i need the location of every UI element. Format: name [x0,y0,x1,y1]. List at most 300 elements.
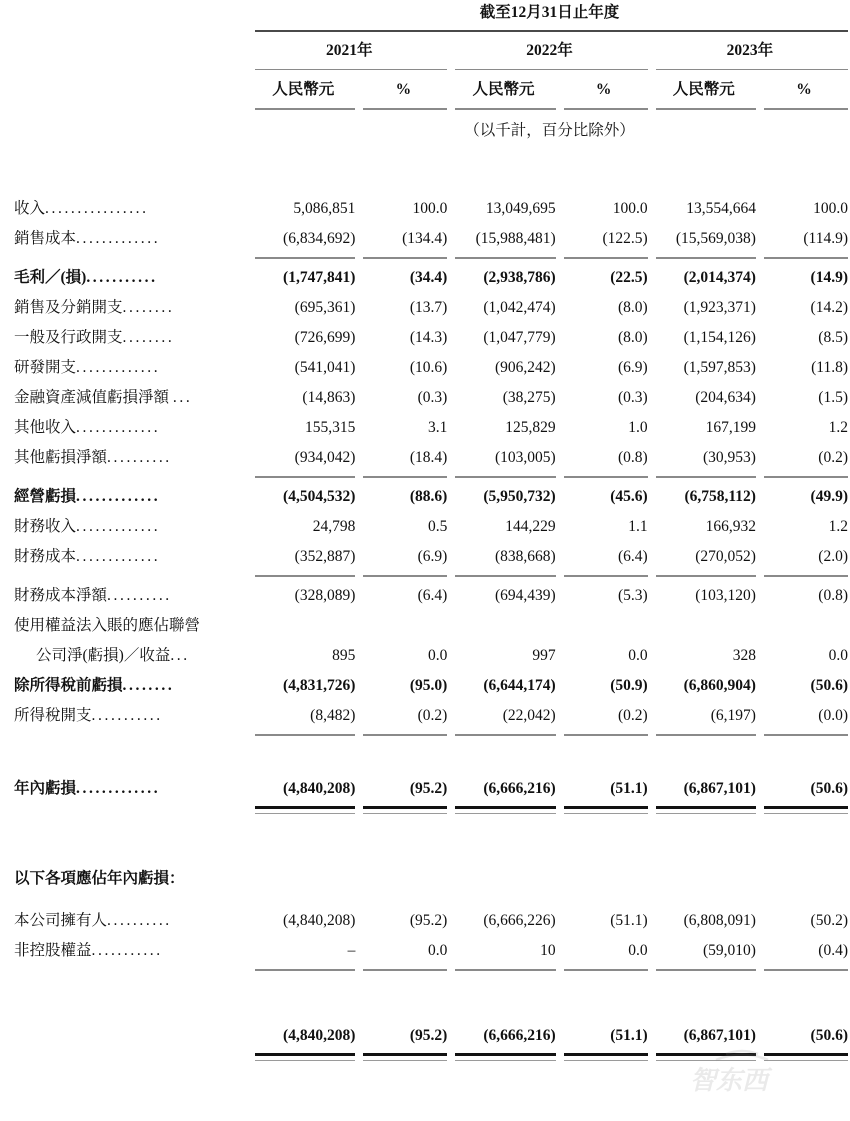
cell-attributable-total-pct2023: (50.6) [810,1027,848,1044]
cell-loss-before-tax-cny2021: (4,831,726) [283,677,356,694]
row-label-finance-costs [14,542,249,572]
rule-pct2022 [558,473,650,482]
cell-nci-cny2022: 10 [540,942,556,959]
cell-gross-profit-cny2021: (1,747,841) [283,269,356,286]
cell-other-income-pct2021: 3.1 [427,419,448,436]
rule-spacer [14,254,249,263]
rule-pct2021 [357,966,449,975]
cell-loss-for-year-cny2022: (6,666,216) [483,780,556,797]
table-row [14,641,850,671]
rule-cny2021 [249,731,357,740]
rule-pct2021 [357,731,449,740]
unit-header-pct-2023: % [796,81,812,98]
unit-rule-row [14,105,850,114]
cell-other-income-cny2022: 125,829 [505,419,556,436]
rule-cny2023 [650,473,758,482]
unit-rule-spacer [14,105,249,114]
units-note: （以千計，百分比除外） [464,122,635,139]
table-row [14,323,850,353]
cell-cost-of-sales-pct2023: (114.9) [803,230,848,247]
cell-finance-income-pct2022: 1.1 [628,518,648,535]
cell-gross-profit-pct2021: (34.4) [409,269,448,286]
table-row [14,864,850,894]
rule-cny2023 [650,966,758,975]
cell-finance-costs-pct2022: (6.4) [617,548,648,565]
rule-cny2023 [650,254,758,263]
gap [14,740,850,774]
cell-loss-for-year-pct2021: (95.2) [409,780,448,797]
dot-leader: ........ [122,329,175,346]
cell-attributable-total-cny2022: (6,666,216) [483,1027,556,1044]
cell-loss-before-tax-pct2021: (95.0) [409,677,448,694]
table-row [14,293,850,323]
label-text: 除所得稅前虧損 [14,677,123,694]
unit-header-cny-2021: 人民幣元 [272,81,335,98]
label-text: 使用權益法入賬的應佔聯營 [14,617,201,634]
unit-rule-pct-2022 [558,105,650,114]
table-row [14,774,850,804]
dot-leader: ........... [86,269,158,286]
table-row [14,611,850,641]
cell-cost-of-sales-cny2021: (6,834,692) [283,230,356,247]
row-label-finance-net [14,581,249,611]
row-label-associates-line2 [14,641,249,671]
dot-leader: ... [172,389,193,406]
cell-cost-of-sales-pct2022: (122.5) [602,230,648,247]
cell-loss-before-tax-pct2023: (50.6) [810,677,848,694]
cell-other-income-pct2022: 1.0 [628,419,648,436]
cell-revenue-pct2021: 100.0 [412,200,448,217]
gap [14,818,850,864]
year-rule-spacer [14,66,249,75]
unit-spacer [14,75,249,105]
cell-other-losses-cny2022: (103,005) [494,449,556,466]
rule-spacer [14,731,249,740]
dot-leader: ........... [91,942,163,959]
cell-income-tax-pct2023: (0.0) [818,707,848,724]
cell-finance-costs-pct2021: (6.9) [417,548,448,565]
cell-cost-of-sales-cny2023: (15,569,038) [675,230,756,247]
cell-loss-for-year-cny2023: (6,867,101) [683,780,756,797]
rule-pct2022 [558,254,650,263]
cell-selling-exp-cny2023: (1,923,371) [683,299,756,316]
cell-associates-pct2023: 0.0 [828,647,848,664]
cell-rnd-exp-cny2022: (906,242) [494,359,556,376]
year-header-2021: 2021年 [325,42,373,59]
row-label-other-income [14,413,249,443]
subtotal-rule-row [14,473,850,482]
double-rule-pct2022 [558,804,650,818]
dot-leader: ... [170,647,190,664]
cell-attributable-total-pct2021: (95.2) [409,1027,448,1044]
rule-pct2021 [357,572,449,581]
cell-income-tax-cny2021: (8,482) [310,707,356,724]
cell-finance-net-pct2023: (0.8) [818,587,848,604]
double-rule-pct2022 [558,1051,650,1065]
cell-finance-net-cny2023: (103,120) [695,587,756,604]
row-label-admin-expenses [14,323,249,353]
year-spacer [14,36,249,66]
label-text: 財務收入 [14,518,77,535]
table-row [14,1021,850,1051]
pre-total-gap [14,740,850,774]
dot-leader: .......... [107,449,172,466]
rule-cny2021 [249,254,357,263]
unit-rule-pct-2021 [357,105,449,114]
cell-income-tax-cny2022: (22,042) [502,707,556,724]
cell-finance-costs-cny2021: (352,887) [294,548,356,565]
double-rule-cny2022 [449,804,557,818]
table-row [14,353,850,383]
cell-loss-before-tax-pct2022: (50.9) [610,677,648,694]
rule-pct2023 [758,473,850,482]
double-rule-cny2023 [650,1051,758,1065]
cell-admin-exp-pct2022: (8.0) [617,329,648,346]
dot-leader: .......... [107,587,172,604]
label-text: 金融資產減值虧損淨額 [14,389,170,406]
cell-nci-pct2022: 0.0 [628,942,648,959]
row-label-attributable-total [14,1021,249,1051]
label-text: 財務成本淨額 [14,587,108,604]
cell-associates-pct2021: 0.0 [427,647,448,664]
rule-pct2023 [758,254,850,263]
cell-loss-for-year-pct2023: (50.6) [810,780,848,797]
cell-owners-cny2022: (6,666,226) [483,912,556,929]
rule-spacer [14,804,249,818]
double-rule-pct2021 [357,804,449,818]
cell-associates-l1-cny2021 [249,611,357,641]
cell-other-losses-pct2023: (0.2) [818,449,848,466]
cell-gross-profit-pct2022: (22.5) [610,269,648,286]
label-text: 毛利／(損) [14,269,87,286]
dot-leader: ........ [122,677,175,694]
rule-cny2023 [650,572,758,581]
rule-spacer [14,1051,249,1065]
cell-finance-net-pct2022: (5.3) [617,587,648,604]
cell-revenue-cny2022: 13,049,695 [485,200,556,217]
cell-selling-exp-pct2021: (13.7) [409,299,448,316]
subtotal-rule-row [14,731,850,740]
row-label-gross-profit [14,263,249,293]
unit-rule-cny-2022 [449,105,557,114]
cell-income-tax-pct2022: (0.2) [617,707,648,724]
label-text: 銷售及分銷開支 [14,299,123,316]
unit-header-cny-2022: 人民幣元 [472,81,535,98]
cell-associates-l1-pct2023 [758,611,850,641]
header-top-rule-row [14,26,850,36]
rule-pct2021 [357,254,449,263]
subtotal-rule-row [14,254,850,263]
cell-associates-cny2022: 997 [532,647,556,664]
cell-associates-l1-cny2023 [650,611,758,641]
cell-other-losses-cny2021: (934,042) [294,449,356,466]
rule-cny2021 [249,572,357,581]
double-rule-cny2021 [249,804,357,818]
cell-impairment-pct2022: (0.3) [617,389,648,406]
cell-revenue-cny2021: 5,086,851 [293,200,356,217]
cell-finance-net-pct2021: (6.4) [417,587,448,604]
dot-leader: ............. [76,780,161,797]
cell-operating-loss-cny2021: (4,504,532) [283,488,356,505]
rule-spacer [14,26,249,36]
rule-spacer [14,572,249,581]
period-title: 截至12月31日止年度 [479,4,620,21]
header-year-row [14,36,850,66]
table-row [14,482,850,512]
cell-loss-before-tax-cny2023: (6,860,904) [683,677,756,694]
cell-owners-cny2021: (4,840,208) [283,912,356,929]
cell-attributable-total-cny2021: (4,840,208) [283,1027,356,1044]
cell-nci-cny2021: – [347,942,356,959]
table-row [14,194,850,224]
unit-header-pct-2021: % [395,81,412,98]
subtotal-rule-row [14,966,850,975]
label-text: 其他收入 [14,419,77,436]
rule-pct2023 [758,731,850,740]
label-text: 研發開支 [14,359,77,376]
cell-owners-pct2021: (95.2) [409,912,448,929]
cell-nci-pct2023: (0.4) [818,942,848,959]
label-text: 財務成本 [14,548,77,565]
cell-income-tax-pct2021: (0.2) [417,707,448,724]
year-rule-2022 [449,66,649,75]
rule-pct2022 [558,572,650,581]
cell-other-income-cny2023: 167,199 [705,419,756,436]
cell-operating-loss-cny2022: (5,950,732) [483,488,556,505]
dot-leader: ............. [76,359,161,376]
cell-gross-profit-pct2023: (14.9) [810,269,848,286]
cell-rnd-exp-pct2023: (11.8) [811,359,848,376]
cell-admin-exp-cny2021: (726,699) [294,329,356,346]
rule-cny2022 [449,572,557,581]
cell-associates-l1-cny2022 [449,611,557,641]
pre-final-total-gap [14,975,850,1021]
cell-associates-cny2021: 895 [332,647,356,664]
label-text: 本公司擁有人 [14,912,108,929]
cell-rnd-exp-pct2021: (10.6) [409,359,448,376]
double-rule-cny2021 [249,1051,357,1065]
year-rule-row [14,66,850,75]
header-spacer [14,0,249,26]
cell-impairment-cny2022: (38,275) [502,389,556,406]
cell-income-tax-cny2023: (6,197) [710,707,756,724]
dot-leader: ............. [76,488,161,505]
cell-finance-income-cny2023: 166,932 [705,518,756,535]
svg-text:智东西: 智东西 [690,1065,769,1095]
rule-cny2022 [449,731,557,740]
rule-cny2022 [449,966,557,975]
subtotal-rule-row [14,572,850,581]
cell-rnd-exp-cny2023: (1,597,853) [683,359,756,376]
label-text: 一般及行政開支 [14,329,123,346]
cell-revenue-cny2023: 13,554,664 [686,200,756,217]
heading-gap [14,894,850,906]
year-rule-2021 [249,66,449,75]
row-label-income-tax [14,701,249,731]
grand-total-double-rule-row [14,804,850,818]
label-text: 收入 [14,200,46,217]
cell-gross-profit-cny2022: (2,938,786) [483,269,556,286]
rule-cny2021 [249,966,357,975]
cell-loss-for-year-pct2022: (51.1) [610,780,648,797]
header-period-row [14,0,850,26]
year-header-2023: 2023年 [726,42,774,59]
rule-spacer [14,966,249,975]
unit-rule-cny-2023 [650,105,758,114]
row-label-owners [14,906,249,936]
table-row [14,542,850,572]
cell-other-losses-cny2023: (30,953) [703,449,756,466]
row-label-cost-of-sales [14,224,249,254]
cell-selling-exp-pct2023: (14.2) [810,299,848,316]
row-label-associates-line1 [14,611,249,641]
year-header-2022: 2022年 [526,42,573,59]
cell-admin-exp-pct2021: (14.3) [409,329,448,346]
cell-associates-cny2023: 328 [732,647,756,664]
row-label-loss-for-year [14,774,249,804]
cell-operating-loss-pct2021: (88.6) [409,488,448,505]
row-label-rnd-expenses [14,353,249,383]
cell-nci-cny2023: (59,010) [703,942,756,959]
cell-finance-net-cny2022: (694,439) [494,587,556,604]
label-text: 其他虧損淨額 [14,449,108,466]
row-label-selling-expenses [14,293,249,323]
cell-finance-costs-cny2022: (838,668) [494,548,556,565]
cell-gross-profit-cny2023: (2,014,374) [683,269,756,286]
cell-associates-l1-pct2022 [558,611,650,641]
cell-finance-income-pct2021: 0.5 [427,518,448,535]
table-row [14,936,850,966]
double-rule-cny2023 [650,804,758,818]
cell-owners-cny2023: (6,808,091) [683,912,756,929]
table-row [14,581,850,611]
cell-nci-pct2021: 0.0 [427,942,448,959]
cell-associates-pct2022: 0.0 [628,647,648,664]
label-text: 所得稅開支 [14,707,92,724]
cell-associates-l1-pct2021 [357,611,449,641]
row-label-finance-income [14,512,249,542]
rule-pct2022 [558,731,650,740]
dot-leader: ........... [91,707,163,724]
dot-leader: ............. [76,548,161,565]
label-text: 經營虧損 [14,488,77,505]
cell-revenue-pct2023: 100.0 [813,200,848,217]
cell-attributable-total-pct2022: (51.1) [610,1027,648,1044]
cell-finance-income-cny2022: 144,229 [505,518,556,535]
row-label-impairment [14,383,249,413]
income-statement-table [14,0,850,1065]
cell-owners-pct2022: (51.1) [610,912,648,929]
gap [14,148,850,194]
cell-finance-income-cny2021: 24,798 [312,518,356,535]
cell-operating-loss-cny2023: (6,758,112) [684,488,756,505]
cell-impairment-cny2021: (14,863) [302,389,356,406]
table-top-rule [249,26,850,36]
rule-spacer [14,473,249,482]
table-row [14,224,850,254]
table-row [14,443,850,473]
label-text: 公司淨(虧損)／收益 [36,647,171,664]
cell-admin-exp-cny2022: (1,047,779) [483,329,556,346]
year-rule-2023 [650,66,850,75]
dot-leader: ................ [45,200,149,217]
table-row [14,671,850,701]
cell-admin-exp-cny2023: (1,154,126) [683,329,756,346]
rule-pct2022 [558,966,650,975]
double-rule-cny2022 [449,1051,557,1065]
unit-rule-pct-2023 [758,105,850,114]
section-heading-attributable: 以下各項應佔年內虧損： [14,870,185,887]
table-row [14,906,850,936]
cell-finance-net-cny2021: (328,089) [294,587,356,604]
cell-finance-costs-cny2023: (270,052) [695,548,756,565]
cell-loss-before-tax-cny2022: (6,644,174) [483,677,556,694]
table-row [14,263,850,293]
cell-loss-for-year-cny2021: (4,840,208) [283,780,356,797]
cell-cost-of-sales-cny2022: (15,988,481) [475,230,556,247]
dot-leader: ............. [76,230,161,247]
cell-selling-exp-cny2022: (1,042,474) [483,299,556,316]
label-text: 非控股權益 [14,942,92,959]
gap [14,975,850,1021]
cell-finance-costs-pct2023: (2.0) [818,548,848,565]
final-total-double-rule-row [14,1051,850,1065]
cell-impairment-pct2021: (0.3) [417,389,448,406]
row-label-other-losses [14,443,249,473]
unit-header-pct-2022: % [595,81,612,98]
header-units-note-row [14,114,850,148]
unit-rule-cny-2021 [249,105,357,114]
rule-pct2023 [758,572,850,581]
cell-selling-exp-pct2022: (8.0) [617,299,648,316]
cell-rnd-exp-pct2022: (6.9) [617,359,648,376]
rule-pct2023 [758,966,850,975]
rule-pct2021 [357,473,449,482]
gap [14,894,850,906]
cell-revenue-pct2022: 100.0 [612,200,648,217]
cell-impairment-pct2023: (1.5) [818,389,848,406]
unit-header-cny-2023: 人民幣元 [672,81,735,98]
header-unit-row [14,75,850,105]
row-label-loss-before-tax [14,671,249,701]
cell-rnd-exp-cny2021: (541,041) [294,359,356,376]
rule-cny2022 [449,254,557,263]
row-label-operating-loss [14,482,249,512]
table-row [14,413,850,443]
cell-other-income-cny2021: 155,315 [305,419,356,436]
note-spacer [14,114,249,148]
cell-admin-exp-pct2023: (8.5) [818,329,848,346]
cell-operating-loss-pct2022: (45.6) [610,488,648,505]
label-text: 銷售成本 [14,230,77,247]
cell-selling-exp-cny2021: (695,361) [294,299,356,316]
cell-owners-pct2023: (50.2) [810,912,848,929]
rule-cny2021 [249,473,357,482]
double-rule-pct2023 [758,804,850,818]
cell-impairment-cny2023: (204,634) [695,389,756,406]
dot-leader: ............. [76,518,161,535]
header-bottom-gap [14,148,850,194]
double-rule-pct2023 [758,1051,850,1065]
table-row [14,701,850,731]
post-total-gap [14,818,850,864]
table-row [14,383,850,413]
cell-finance-income-pct2023: 1.2 [828,518,848,535]
dot-leader: ............. [76,419,161,436]
rule-cny2022 [449,473,557,482]
cell-operating-loss-pct2023: (49.9) [810,488,848,505]
row-label-revenue [14,194,249,224]
